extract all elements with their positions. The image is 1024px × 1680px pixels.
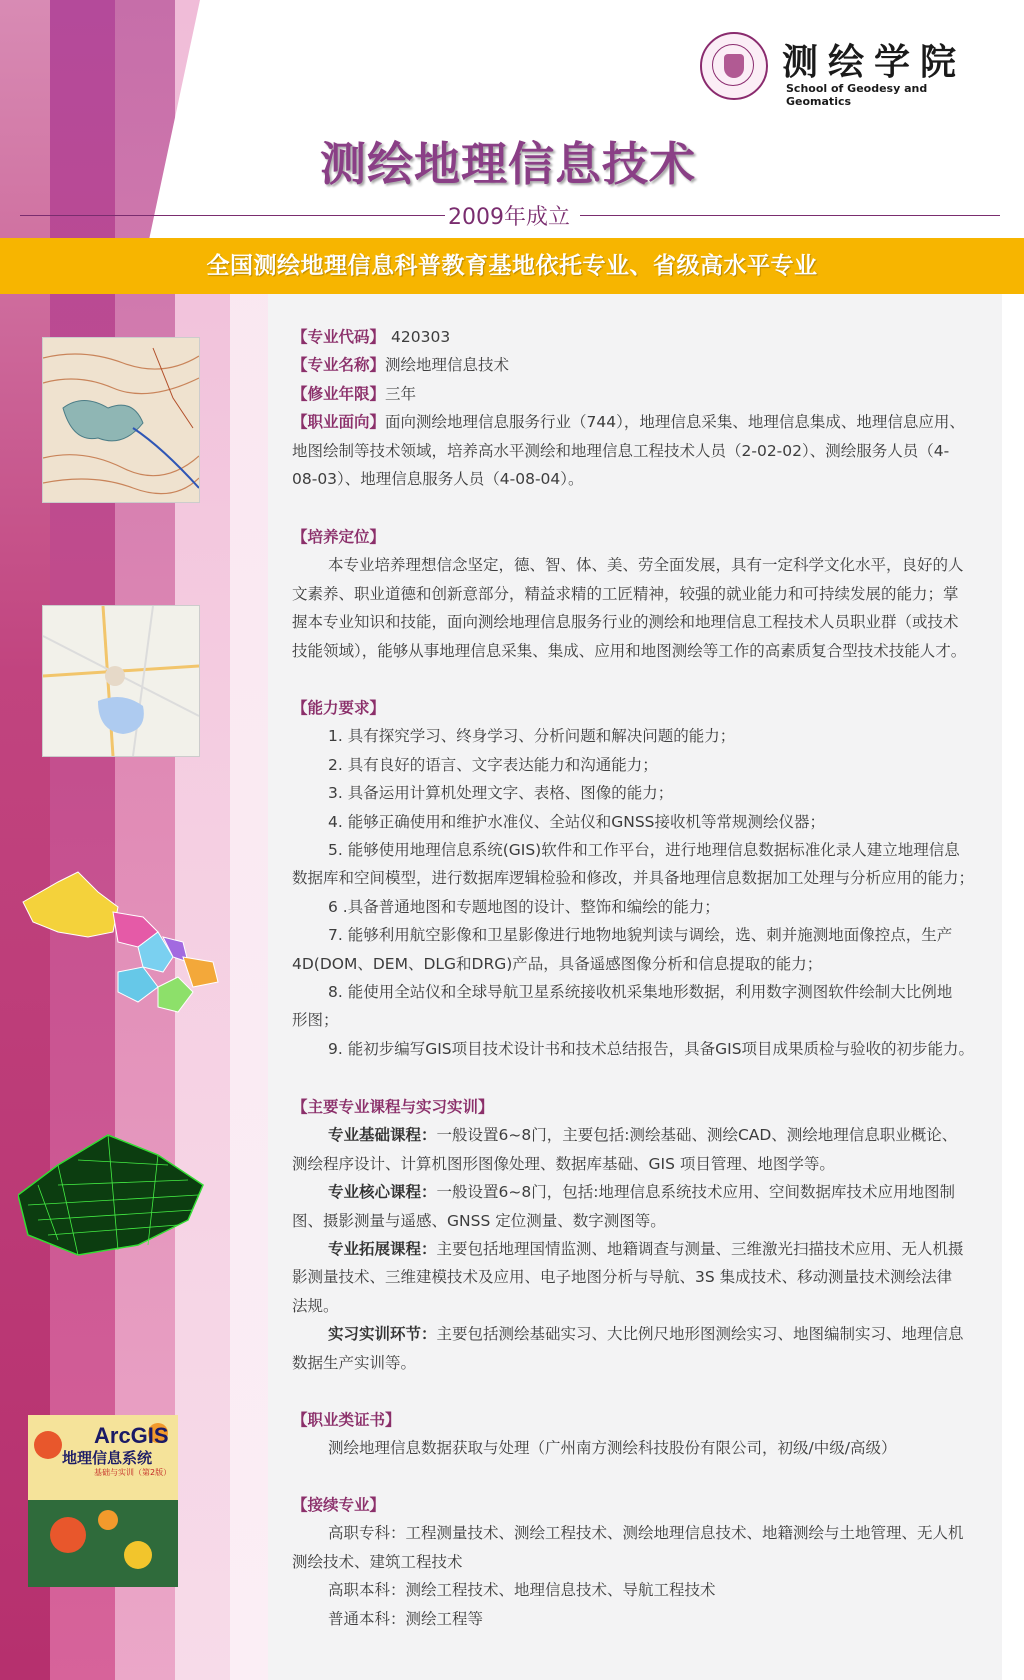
section-heading: 【培养定位】 [292,528,386,546]
ability-item: 5. 能够使用地理信息系统(GIS)软件和工作平台，进行地理信息数据标准化录人建立地理信息 [328,841,960,860]
further-text: 普通本科：测绘工程等 [328,1609,484,1628]
ability-item: 8. 能使用全站仪和全球导航卫星系统接收机采集地形数据，利用数字测图软件绘制大比例地 [328,983,953,1002]
paragraph-line: 技能领域），能够从事地理信息采集、集成、应用和地图测绘等工作的高素质复合型技术技能人才。 [292,641,967,660]
topographic-map-image [42,337,200,503]
banner-text: 全国测绘地理信息科普教育基地依托专业、省级高水平专业 [206,253,818,279]
province-map-image [18,862,223,1032]
section-heading: 【接续专业】 [292,1496,386,1514]
ability-item: 形图； [292,1011,339,1030]
core-courses-label: 专业核心课程： [328,1183,437,1202]
ability-item: 9. 能初步编写GIS项目技术设计书和技术总结报告，具备GIS项目成果质检与验收的初步能力。 [328,1039,975,1058]
basic-info-section [292,323,982,493]
core-courses-text: 一般设置6~8门，包括:地理信息系统技术应用、空间数据库技术应用地图制 [436,1183,955,1202]
career-text: 08-03）、地理信息服务人员（4-08-04）。 [292,470,584,489]
positioning-section [292,523,982,665]
further-text: 高职专科：工程测量技术、测绘工程技术、测绘地理信息技术、地籍测绘与土地管理、无人机 [328,1524,964,1543]
ability-item: 7. 能够利用航空影像和卫星影像进行地物地貌判读与调绘，选、刺并施测地面像控点，生产 [328,926,953,945]
section-heading: 【主要专业课程与实习实训】 [292,1098,494,1116]
section-heading: 【职业类证书】 [292,1411,401,1429]
ability-item: 4D(DOM、DEM、DLG和DRG)产品，具备遥感图像分析和信息提取的能力； [292,954,823,973]
career-label: 【职业面向】 [292,413,386,432]
ability-item: 数据库和空间模型，进行数据库逻辑检验和修改，并具备地理信息数据加工处理与分析应用的能力； [292,869,975,888]
ability-item: 2. 具有良好的语言、文字表达能力和沟通能力； [328,755,658,774]
years-label: 【修业年限】 [292,384,386,403]
highlight-banner [0,238,1024,294]
book-subtitle: 基础与实训（第2版） [94,1468,172,1477]
extension-courses-text: 影测量技术、三维建模技术及应用、电子地图分析与导航、3S 集成技术、移动测量技术测绘法律 [292,1268,953,1287]
career-text: 面向测绘地理信息服务行业（744），地理信息采集、地理信息集成、地理信息应用、 [385,413,965,432]
ability-item: 3. 具备运用计算机处理文字、表格、图像的能力； [328,784,674,803]
3d-terrain-image [18,1125,208,1265]
basic-courses-label: 专业基础课程： [328,1126,437,1145]
ability-item: 1. 具有探究学习、终身学习、分析问题和解决问题的能力； [328,727,736,746]
extension-courses-label: 专业拓展课程： [328,1240,437,1259]
ability-item: 6 .具备普通地图和专题地图的设计、整饰和编绘的能力； [328,897,720,916]
divider [580,215,1000,216]
section-heading: 【能力要求】 [292,699,386,717]
divider [20,215,445,216]
core-courses-text: 图、摄影测量与遥感、GNSS 定位测量、数字测图等。 [292,1211,666,1230]
practice-text: 主要包括测绘基础实习、大比例尺地形图测绘实习、地图编制实习、地理信息 [436,1325,964,1344]
book-title-cn: 地理信息系统 [62,1449,153,1467]
page-title: 测绘地理信息技术 [320,137,696,191]
abilities-section [292,694,982,1063]
paragraph-line: 本专业培养理想信念坚定，德、智、体、美、劳全面发展，具有一定科学文化水平，良好的人 [328,556,964,575]
arcgis-book-cover-image [28,1415,178,1587]
book-title-en: ArcGIS [94,1423,169,1448]
extension-courses-text: 主要包括地理国情监测、地籍调查与测量、三维激光扫描技术应用、无人机摄 [436,1240,964,1259]
ability-item: 4. 能够正确使用和维护水准仪、全站仪和GNSS接收机等常规测绘仪器； [328,812,826,831]
practice-label: 实习实训环节： [328,1325,437,1344]
practice-text: 数据生产实训等。 [292,1353,417,1372]
years-value: 三年 [385,384,417,403]
certificates-section [292,1406,982,1463]
further-text: 测绘技术、建筑工程技术 [292,1552,463,1571]
basic-courses-text: 测绘程序设计、计算机图形图像处理、数据库基础、GIS 项目管理、地图学等。 [292,1154,835,1173]
paragraph-line: 文素养、职业道德和创新意部分，精益求精的工匠精神，较强的就业能力和可持续发展的能力；掌 [292,584,959,603]
code-value: 420303 [391,328,451,346]
road-map-image [42,605,200,757]
certificate-text: 测绘地理信息数据获取与处理（广州南方测绘科技股份有限公司，初级/中级/高级） [328,1439,897,1458]
school-seal-icon [700,32,768,100]
courses-section [292,1093,982,1377]
code-label: 【专业代码】 [292,328,386,346]
further-text: 高职本科：测绘工程技术、地理信息技术、导航工程技术 [328,1581,716,1600]
paragraph-line: 握本专业知识和技能，面向测绘地理信息服务行业的测绘和地理信息工程技术人员职业群（或技术 [292,613,959,632]
logo-name-en: School of Geodesy and Geomatics [786,82,928,108]
basic-courses-text: 一般设置6~8门，主要包括:测绘基础、测绘CAD、测绘地理信息职业概论、 [436,1126,958,1145]
extension-courses-text: 法规。 [292,1296,339,1315]
career-text: 地图绘制等技术领域，培养高水平测绘和地理信息工程技术人员（2-02-02）、测绘服务人员（4- [292,441,950,460]
logo-name-cn: 测绘学院 [782,42,967,83]
established-year: 2009年成立 [448,205,570,230]
school-logo [700,30,980,108]
name-value: 测绘地理信息技术 [385,356,510,375]
name-label: 【专业名称】 [292,356,386,375]
further-study-section [292,1491,982,1633]
